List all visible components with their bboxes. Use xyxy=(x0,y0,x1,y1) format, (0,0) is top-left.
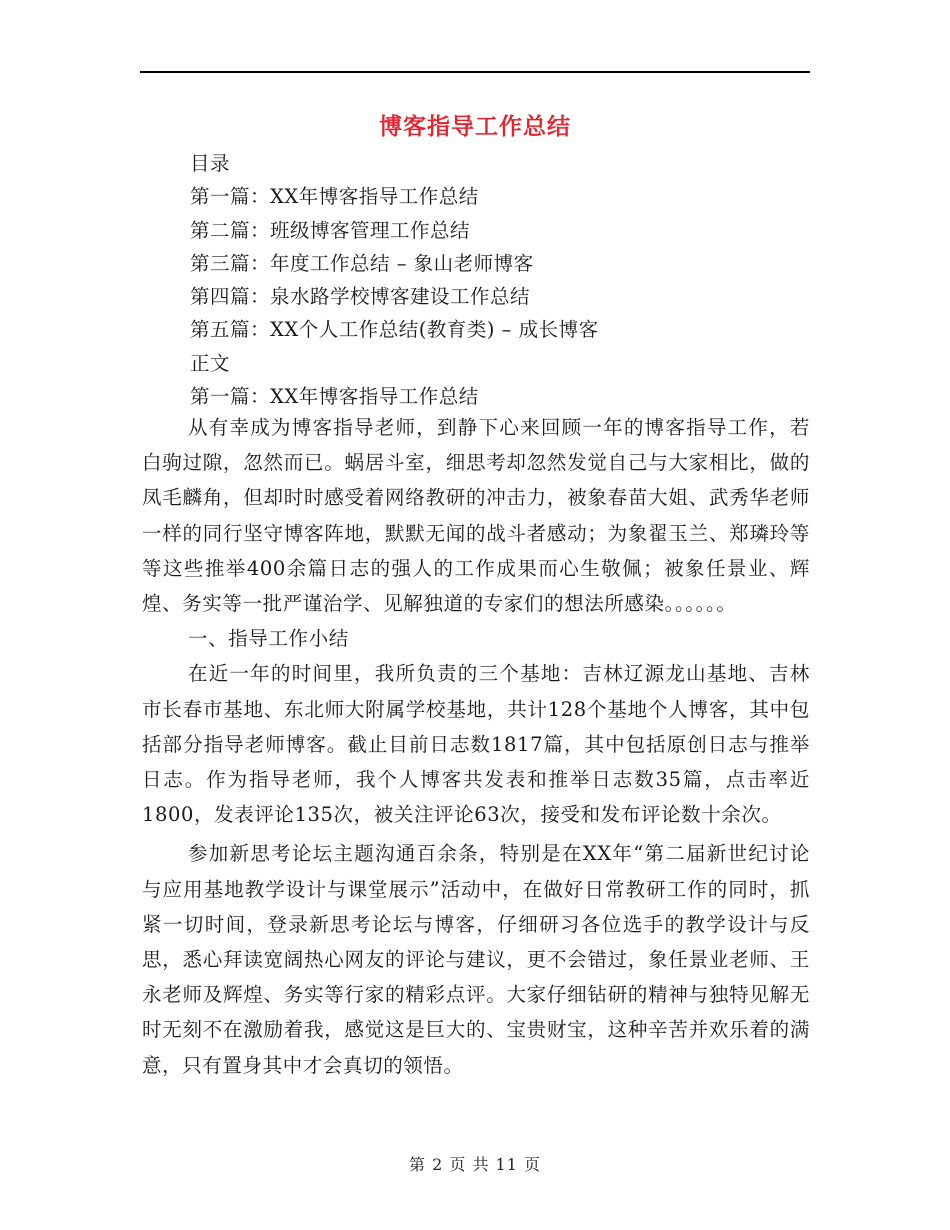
document-title: 博客指导工作总结 xyxy=(379,113,571,140)
paragraph: 参加新思考论坛主题沟通百余条，特别是在XX年“第二届新世纪讨论与应用基地教学设计与课堂展示”活动中，在做好日常教研工作的同时，抓紧一切时间，登录新思考论坛与博客，仔细研习各位选手的教学设计与反思，悉心拜读宽阔热心网友的评论与建议，更不会错过，象任景业老师、王永老师及辉煌、务实等行家的精彩点评。大家仔细钻研的精神与独特见解无时无刻不在激励着我，感觉这是巨大的、宝贵财宝，这种辛苦并欢乐着的满意，只有置身其中才会真切的领悟。 xyxy=(142,842,810,1077)
paragraph: 在近一年的时间里，我所负责的三个基地：吉林辽源龙山基地、吉林市长春市基地、东北师大附属学校基地，共计128个基地个人博客，其中包括部分指导老师博客。截止目前日志数1817篇，其中包括原创日志与推举日志。作为指导老师，我个人博客共发表和推举日志数35篇，点击率近1800，发表评论135次，被关注评论63次，接受和发布评论数十余次。 xyxy=(142,662,810,827)
toc-item: 第三篇：年度工作总结 – 象山老师博客 xyxy=(190,251,534,275)
paragraph: 从有幸成为博客指导老师，到静下心来回顾一年的博客指导工作，若白驹过隙，忽然而已。蜗居斗室，细思考却忽然发觉自己与大家相比，做的凤毛麟角，但却时时感受着网络教研的冲击力，被象春苗大姐、武秀华老师一样的同行坚守博客阵地，默默无闻的战斗者感动；为象翟玉兰、郑璘玲等等这些推举400余篇日志的强人的工作成果而心生敬佩；被象任景业、辉煌、务实等一批严谨治学、见解独道的专家们的想法所感染。。。。。。 xyxy=(142,416,810,616)
table-of-contents xyxy=(190,147,810,413)
body-text xyxy=(142,410,810,1083)
page-footer: 第 2 页 共 11 页 xyxy=(409,1155,541,1174)
toc-heading: 目录 xyxy=(190,152,231,175)
toc-item: 第五篇：XX个人工作总结(教育类) – 成长博客 xyxy=(190,318,599,342)
section-heading: 一、指导工作小结 xyxy=(188,627,349,651)
body-heading: 正文 xyxy=(190,351,231,375)
toc-item: 第二篇：班级博客管理工作总结 xyxy=(190,218,471,242)
header-rule xyxy=(140,71,810,73)
chapter-heading: 第一篇：XX年博客指导工作总结 xyxy=(190,385,479,409)
toc-item: 第一篇：XX年博客指导工作总结 xyxy=(190,185,479,209)
toc-item: 第四篇：泉水路学校博客建设工作总结 xyxy=(190,285,531,309)
